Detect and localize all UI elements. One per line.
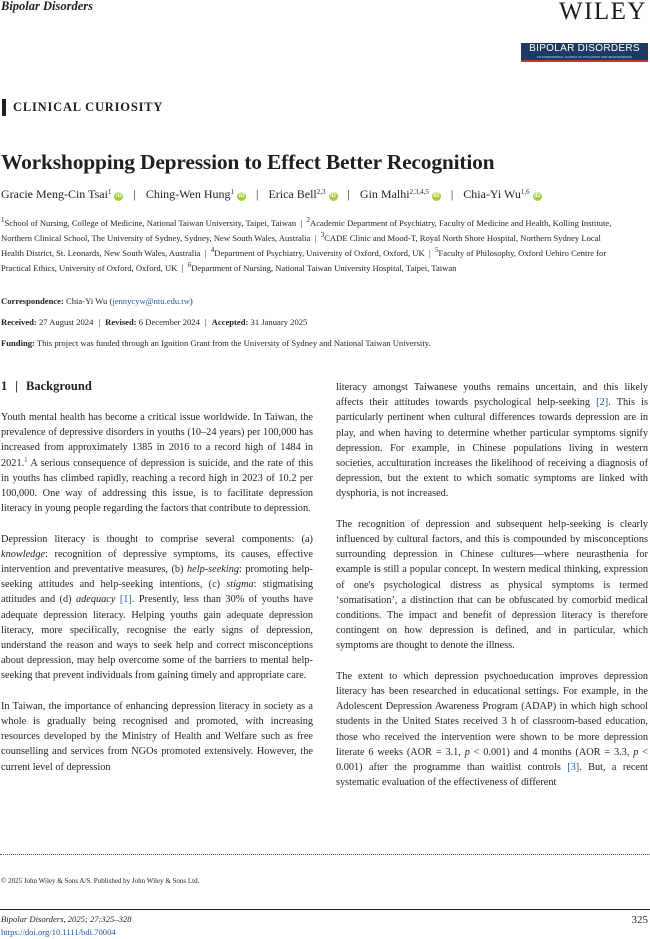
orcid-icon[interactable]: iD	[330, 193, 336, 199]
copyright-notice: © 2025 John Wiley & Sons A/S. Published by John Wiley & Sons Ltd.	[1, 877, 200, 885]
author-separator: |	[133, 187, 136, 201]
body-column-left	[1, 410, 313, 790]
author[interactable]: Gin Malhi$^{2,3,4,5}$ iD	[359, 187, 440, 201]
paragraph: Youth mental health has become a critical issue worldwide. In Taiwan, the prevalence of depressive disorders in youths (10–24 years) per 100,000 has increased from approximately 1385 in 2016 to a record high of 1484 in 2021.$^1$ A serious consequence of depression is suicide, and the rate of this in youths has climbed rapidly, reaching a record high in 2023 of 10.2 per 100,000. One way of addressing this issue, is to facilitate depression literacy in young people regarding the factors that contribute to depression.	[1, 412, 313, 515]
paragraph: Depression literacy is thought to comprise several components: (a) knowledge: recognition of depressive symptoms, its causes, effective intervention and preventative measures, (b) help-seeking: promoting help-seeking attitudes and help-seeking intentions, (c) stigma: stigmatising attitudes and (d) adequacy [1]. Presently, less than 30% of youths have adequate depression literacy. Helping youths gain adequate depression literacy, more specifically, recognise the early signs of depression, understand the reason and ways to seek help and correct misconceptions about depression, may help overcome some of the barriers to mental help-seeking that prevent individuals from gaining timely and appropriate care.	[1, 533, 314, 682]
author[interactable]: Erica Bell$^{2,3}$ iD	[268, 187, 336, 201]
author-list	[1, 187, 542, 202]
section-label: CLINICAL CURIOSITY	[13, 100, 164, 114]
affiliations: $^1$School of Nursing, College of Medicine, National Taiwan University, Taipei, Taiwan | $^2$Academic Department of Psychiatry, Faculty of Medicine and Health, Kolling Institute, Northern Clinical School, The University of Sydney, Sydney, New South Wales, Australia | $^3$CADE Clinic and Mood-T, Royal North Shore Hospital, Northern Sydney Local Health District, St. Leonards, New South Wales, Australia | $^4$Department of Psychiatry, University of Oxford, Oxford, UK | $^5$Faculty of Philosophy, Oxford Uehiro Centre for Practical Ethics, University of Oxford, Oxford, UK | $^6$Department of Nursing, National Taiwan University Hospital, Taipei, Taiwan	[1, 216, 612, 273]
correspondence-email-link[interactable]: jennycyw@ntu.edu.tw	[112, 296, 190, 306]
paragraph: In Taiwan, the importance of enhancing depression literacy in society as a whole is gradually being recognised and promoted, with increasing resources developed by the Ministry of Health and Welfare such as free counselling and services from NGOs promoted extensively. However, the current level of depression	[1, 700, 313, 773]
journal-badge-title: BIPOLAR DISORDERS	[529, 43, 640, 54]
section-label-bar	[2, 99, 6, 116]
journal-badge-subtitle: AN INTERNATIONAL JOURNAL OF PSYCHIATRY AND NEUROSCIENCES	[536, 55, 633, 59]
author-separator: |	[450, 187, 454, 201]
affiliation: Faculty of Philosophy, Oxford Uehiro Centre for Practical Ethics, University of Oxford, Oxford, UK	[1, 248, 607, 273]
orcid-icon[interactable]: iD	[238, 193, 245, 199]
orcid-icon[interactable]: iD	[433, 193, 440, 199]
section-heading: 1 | Background	[1, 379, 92, 393]
journal-citation: Bipolar Disorders, 2025; 27:325–328	[1, 914, 132, 924]
correspondence: Correspondence: Chia-Yi Wu (jennycyw@ntu.edu.tw)	[1, 296, 193, 306]
affiliation: Department of Psychiatry, University of Oxford, Oxford, UK	[214, 248, 425, 258]
author[interactable]: Gracie Meng-Cin Tsai$^1$ iD	[1, 187, 122, 201]
author[interactable]: Chia-Yi Wu$^{1,6}$ iD	[463, 187, 541, 201]
journal-badge-stripe	[521, 60, 648, 62]
orcid-icon[interactable]: iD	[534, 193, 541, 199]
footer-dotted-divider	[0, 854, 650, 855]
affiliation: School of Nursing, College of Medicine, National Taiwan University, Taipei, Taiwan	[4, 218, 297, 228]
author[interactable]: Ching-Wen Hung$^1$ iD	[145, 187, 245, 201]
affiliation: CADE Clinic and Mood-T, Royal North Shore Hospital, Northern Sydney Local Health District, St. Leonards, New South Wales, Australia	[1, 233, 601, 258]
paragraph: The recognition of depression and subsequent help-seeking is clearly influenced by cultural factors, and this is compounded by misconceptions surrounding depression in Chinese cultures—where neurasthenia for example is still a popular concept. In western medical thinking, expression of one's psychological distress as physical symptoms is termed ‘somatisation’, a distinction that can be obfuscated by comorbid medical conditions. The impact and benefit of depression literacy is therefore contingent on how depression is defined, and in particular, which symptoms are thought to denote the illness.	[336, 518, 648, 652]
article-title: Workshopping Depression to Effect Better Recognition	[1, 150, 495, 174]
affiliation: Department of Nursing, National Taiwan University Hospital, Taipei, Taiwan	[191, 263, 457, 273]
body-column-right	[336, 380, 648, 806]
author-separator: |	[347, 187, 350, 201]
publisher-logo: WILEY	[558, 0, 647, 25]
article-dates: Received: 27 August 2024 | Revised: 6 December 2024 | Accepted: 31 January 2025	[1, 317, 308, 327]
affiliation: Academic Department of Psychiatry, Faculty of Medicine and Health, Kolling Institute, Northern Clinical School, The University of Sydney, Sydney, New South Wales, Australia	[1, 218, 612, 243]
doi-link[interactable]: https://doi.org/10.1111/bdi.70004	[1, 927, 116, 937]
funding: Funding: This project was funded through an Ignition Grant from the University of Sydney and National Taiwan University.	[1, 338, 431, 348]
journal-badge	[521, 43, 648, 62]
paragraph: literacy amongst Taiwanese youths remains uncertain, and this likely affects their attitudes towards psychological help-seeking [2]. This is particularly pertinent when cultural differences towards depression are in play, and when having to determine whether particular symptoms signify depression. For example, in Chinese populations living in western societies, acculturation increases the likelihood of receiving a diagnosis of depression, but the extent to which somatic symptoms are linked with dysphoria, is not increased.	[336, 382, 648, 500]
footer-rule	[0, 909, 650, 910]
orcid-icon[interactable]: iD	[115, 193, 122, 199]
page-number: 325	[631, 914, 648, 926]
journal-name: Bipolar Disorders	[1, 0, 94, 13]
paragraph: The extent to which depression psychoeducation improves depression literacy has been researched in educational settings. For example, in the Adolescent Depression Awareness Program (ADAP) in which high school students in the United States received 3 h of classroom-based education, those who received the intervention were shown to be more depression literate 6 weeks (AOR = 3.1, p < 0.001) and 4 months (AOR = 3.3, p < 0.001) after the programme than waitlist controls [3]. But, a recent systematic evaluation of the effectiveness of different	[336, 670, 649, 789]
author-separator: |	[256, 187, 259, 201]
